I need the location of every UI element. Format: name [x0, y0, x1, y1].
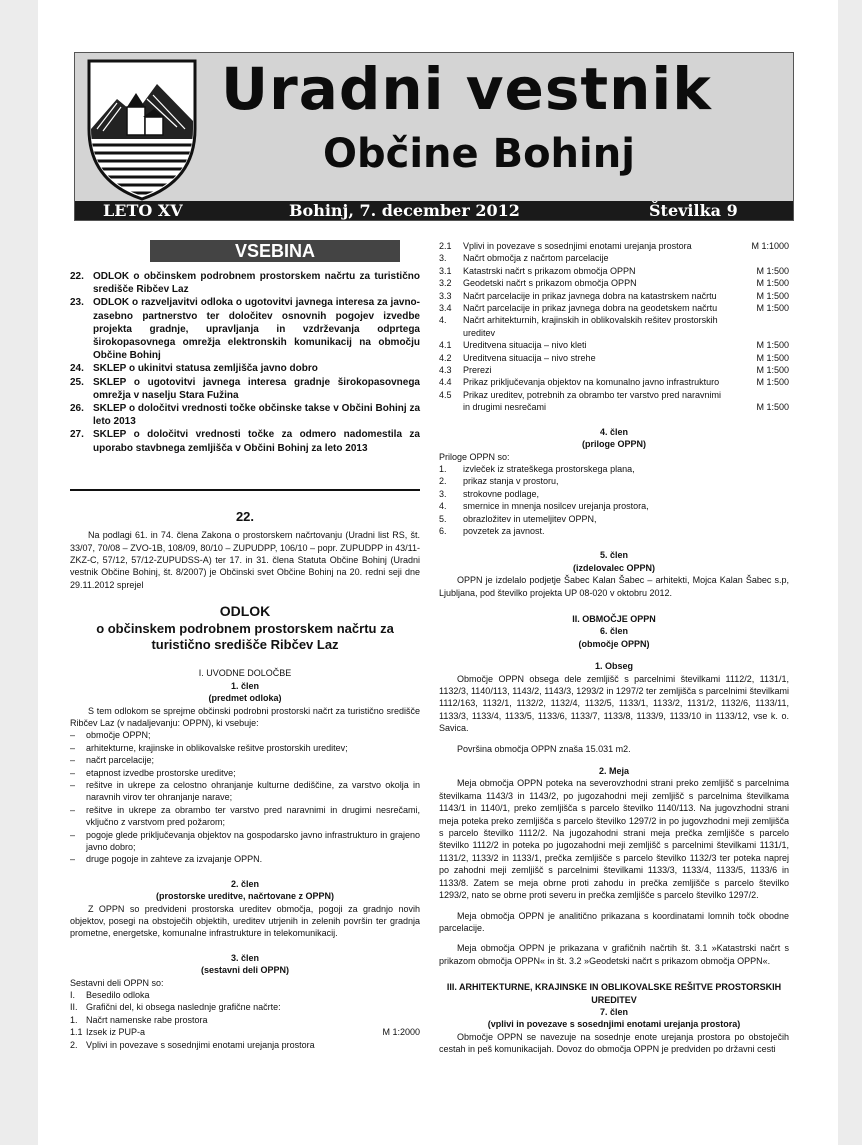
toc-item[interactable] — [70, 362, 420, 375]
toc-heading: VSEBINA — [150, 240, 400, 262]
list-item: 5. obrazložitev in utemeljitev OPPN, — [439, 513, 597, 524]
list-item: 1. izvleček iz strateškega prostorskega plana, — [439, 463, 635, 474]
clen-text: Z OPPN so predvideni prostorska ureditev območja, pogoji za gradnjo novih objektov, posegi na obstoječih objektih, ureditev utrjenih in zelenih površin ter gradnja prometne, energetske, komunalne infrastrukture in telekomunikacij. — [70, 903, 420, 939]
clen-title: (vplivi in povezave s sosednjimi enotami urejanja prostora) — [487, 1019, 741, 1030]
clen-number: 2. člen — [230, 878, 259, 889]
issue-number: Številka 9 — [649, 201, 738, 220]
list-item: 6. povzetek za javnost. — [439, 525, 545, 536]
toc-item-text: ODLOK o občinskem podrobnem prostorskem načrtu za turistično središče Ribčev Laz — [93, 271, 420, 296]
component-row: 4.4 Prikaz priključevanja objektov na komunalno javno infrastrukturo M 1:500 — [439, 377, 789, 388]
toc-item-number: 27. — [70, 429, 84, 441]
list-item: – rešitve in ukrepe za celostno ohranjanje kulturne dediščine, za varstvo okolja in naravnih virov ter ohranjanje narave; — [70, 779, 420, 803]
paragraph: Območje OPPN obsega dele zemljišč s parcelnimi številkami 1112/2, 1131/1, 1132/3, 1140/113, 1143/2, 1143/3, 1293/2 in 1297/2 ter zemljišča s parcelnimi številkami 1112/163, 1132/1, 1132/2, 1132/4, 1132/5, 1133/1, 1133/2, 1131/2, 1132/6, 1133/11, 1133/3, 1133/4, 1133/5, 1133/6, 1133/7, 1133/8, 1133/9, 1133/10 in 1133/12, vse k. o. Savica. — [439, 673, 789, 734]
list-item: – načrt parcelacije; — [70, 755, 155, 766]
toc-item-number: 26. — [70, 403, 84, 415]
component-row: 4. Načrt arhitekturnih, krajinskih in oblikovalskih rešitev prostorskih ureditev — [439, 315, 718, 338]
toc-item[interactable] — [70, 296, 420, 362]
clen-title: (prostorske ureditve, načrtovane z OPPN) — [155, 891, 335, 902]
section-heading: I. UVODNE DOLOČBE — [198, 668, 292, 679]
toc-item-text: SKLEP o določitvi vrednosti točke občinske takse v Občini Bohinj za leto 2013 — [93, 403, 420, 428]
list-item: 3. strokovne podlage, — [439, 488, 540, 499]
toc-item[interactable] — [70, 376, 420, 402]
clen-text: Območje OPPN se navezuje na sosednje enote urejanja prostora po obstoječih cestah in peš komunikacijah. Dovoz do območja OPPN je predviden po državni cesti — [439, 1031, 789, 1055]
component-row: II. Grafični del, ki obsega naslednje grafične načrte: — [70, 1002, 281, 1013]
list-item: – pogoje glede priključevanja objektov na gospodarsko javno infrastrukturo in grajeno javno dobro; — [70, 829, 420, 852]
clen-number: 1. člen — [230, 680, 259, 691]
list-item: – rešitve in ukrepe za obrambo ter varstvo pred naravnimi in drugimi nesrečami, vključno z varstvom pred požarom; — [70, 804, 420, 828]
toc-item[interactable] — [70, 402, 420, 428]
clen-number: 3. člen — [230, 952, 259, 963]
toc-item-number: 23. — [70, 297, 84, 309]
clen-title: (priloge OPPN) — [581, 439, 646, 450]
document-title: o občinskem podrobnem prostorskem načrtu za turistično središče Ribčev Laz — [96, 621, 394, 653]
toc-list — [70, 270, 420, 455]
toc-item-text: SKLEP o ukinitvi statusa zemljišča javno dobro — [93, 363, 318, 375]
toc-item-text: SKLEP o določitvi vrednosti točke za odmero nadomestila za uporabo stavbnega zemljišča v Občini Bohinj za leto 2013 — [93, 429, 420, 454]
component-row: 3.2 Geodetski načrt s prikazom območja OPPN M 1:500 — [439, 278, 789, 289]
component-row: 3.1 Katastrski načrt s prikazom območja OPPN M 1:500 — [439, 265, 789, 276]
paragraph: Površina območja OPPN znaša 15.031 m2. — [457, 743, 631, 754]
toc-item-number: 22. — [70, 271, 84, 282]
bohinj-coat-of-arms-icon — [87, 59, 197, 201]
toc-item[interactable] — [70, 428, 420, 454]
issue-bar — [75, 201, 793, 220]
issue-year: LETO XV — [103, 201, 183, 220]
preamble: Na podlagi 61. in 74. člena Zakona o prostorskem načrtovanju (Uradni list RS, št. 33/07, 70/08 – ZVO-1B, 108/09, 80/10 – ZUPUDPP, 106/10 – popr. ZUPUDPP in 43/11-ZKZ-C, 57/12, 57/12-ZUPUDSS-A) ter 17. in 31. člena Statuta Občine Bohinj (Uradni vestnik Občine Bohinj, št. 8/2007) je Občinski svet Občine Bohinj na 20. redni seji dne 29.11.2012 sprejel — [70, 530, 420, 590]
section-heading: II. OBMOČJE OPPN — [572, 613, 656, 624]
clen-title: (izdelovalec OPPN) — [572, 562, 656, 573]
masthead — [74, 52, 794, 221]
component-row: 4.1 Ureditvena situacija – nivo kleti M 1:500 — [439, 340, 789, 351]
list-item: – etapnost izvedbe prostorske ureditve; — [70, 767, 236, 778]
component-row: 2.1 Vplivi in povezave s sosednjimi enotami urejanja prostora M 1:1000 — [439, 241, 789, 251]
clen-text: OPPN je izdelalo podjetje Šabec Kalan Šabec – arhitekti, Mojca Kalan Šabec s.p, Ljubljana, pod številko projekta UP 08-020 v oktobru 2012. — [439, 575, 789, 598]
component-row: 1. Načrt namenske rabe prostora — [70, 1014, 208, 1025]
clen-title: (predmet odloka) — [208, 693, 282, 704]
document-page — [38, 0, 838, 1145]
clen-intro: Priloge OPPN so: — [439, 451, 510, 462]
clen-title: (območje OPPN) — [578, 638, 650, 649]
toc-item-text: ODLOK o razveljavitvi odloka o ugotovitvi javnega interesa za javno-zasebno partnerstvo ter določitev osnovnih pogojev izvedbe projekta gradnje, upravljanja in vzdrževanja odprtega širokopasovnega omrežja elektronskih komunikacij na območju Občine Bohinj — [93, 297, 420, 362]
clen-number: 6. člen — [599, 626, 628, 637]
list-item: 4. smernice in mnenja nosilcev urejanja prostora, — [439, 501, 649, 512]
publication-subtitle: Občine Bohinj — [323, 131, 635, 177]
subsection-heading: 1. Obseg — [594, 661, 633, 672]
toc-item-number: 24. — [70, 363, 84, 375]
component-row: 3.4 Načrt parcelacije in prikaz javnega dobra na geodetskem načrtu M 1:500 — [439, 303, 789, 314]
component-row: 1.1 Izsek iz PUP-a M 1:2000 — [70, 1027, 420, 1038]
toc-item-text: SKLEP o ugotovitvi javnega interesa gradnje širokopasovnega omrežja v naselju Stara Fužina — [93, 376, 420, 401]
toc-item-number: 25. — [70, 376, 84, 388]
article-number: 22. — [235, 508, 255, 524]
clen-title: (sestavni deli OPPN) — [200, 965, 290, 976]
clen-number: 5. člen — [599, 550, 628, 561]
clen-intro: Sestavni deli OPPN so: — [70, 977, 164, 988]
subsection-heading: 2. Meja — [598, 766, 629, 777]
document-type: ODLOK — [219, 603, 271, 620]
section-divider — [70, 489, 420, 491]
component-row: I. Besedilo odloka — [70, 990, 150, 1001]
clen-intro: S tem odlokom se sprejme občinski podrobni prostorski načrt za turistično središče Ribčev Laz (v nadaljevanju: OPPN), ki vsebuje: — [70, 705, 420, 728]
clen-number: 7. člen — [599, 1006, 628, 1017]
annex-list — [439, 463, 789, 537]
clen1-list — [70, 729, 420, 865]
left-column — [70, 240, 420, 1051]
right-column — [439, 240, 789, 1056]
paragraph: Meja območja OPPN je prikazana v grafičnih načrtih št. 3.1 »Katastrski načrt s prikazom območja OPPN« in št. 3.2 »Geodetski načrt s prikazom območja OPPN«. — [439, 943, 789, 966]
component-row: 3. Načrt območja z načrtom parcelacije — [439, 253, 609, 264]
toc-item[interactable] — [70, 270, 420, 296]
component-row: 3.3 Načrt parcelacije in prikaz javnega dobra na katastrskem načrtu M 1:500 — [439, 290, 789, 301]
clen-number: 4. člen — [599, 426, 628, 437]
paragraph: Meja območja OPPN poteka na severovzhodni strani preko zemljišč s parcelnima številkama 1143/3 in 1143/2, po jugozahodni meji zemljišč s parcelnima številkama 1143/1 in 1140/1, preko zemljišča s parcelo številko 1140/113. Na jugovzhodni strani meja poteka preko zemljišča s parcelo številko 1297/2 in po jugovzhodni meji zemljišča s parcelo številko 1112/2. Na jugozahodni strani meja prečka zemljišče s parcelo številko 1112/2 in poteka po jugozahodni meji zemljišč s parcelnimi številkami 1131/1, 1131/2, 1133/2 in 1133/1, prečka zemljišče s parcelo številko 1132/3 ter poteka naprej po zahodni meji zemljišč s parcelnimi številkami 1133/3, 1133/4, 1133/5, 1133/6 in 1133/8. Zatem se meja obrne proti zahodu in prečka zemljišče s parcelo številko 1293/2, nato se obrne proti severu in prečka zemljišče s parcelo številko 1297/2. — [439, 778, 789, 901]
list-item: – območje OPPN; — [70, 730, 151, 741]
component-row: 4.3 Prerezi M 1:500 — [439, 365, 789, 376]
list-item: – arhitekturne, krajinske in oblikovalske rešitve prostorskih ureditev; — [70, 742, 348, 753]
issue-date: Bohinj, 7. december 2012 — [289, 201, 520, 220]
section-heading: III. ARHITEKTURNE, KRAJINSKE IN OBLIKOVALSKE REŠITVE PROSTORSKIH UREDITEV — [446, 982, 782, 1005]
paragraph: Meja območja OPPN je analitično prikazana s koordinatami lomnih točk obodne parcelacije. — [439, 910, 789, 933]
list-item: – druge pogoje in zahteve za izvajanje OPPN. — [70, 854, 263, 865]
component-row: 4.2 Ureditvena situacija – nivo strehe M 1:500 — [439, 352, 789, 363]
publication-title: Uradni vestnik — [221, 55, 712, 123]
component-row: 2. Vplivi in povezave s sosednjimi enotami urejanja prostora — [70, 1039, 315, 1050]
component-row: 4.5 Prikaz ureditev, potrebnih za obrambo ter varstvo pred naravnimi in drugimi nesrečami M 1:500 — [439, 389, 789, 413]
list-item: 2. prikaz stanja v prostoru, — [439, 476, 559, 487]
